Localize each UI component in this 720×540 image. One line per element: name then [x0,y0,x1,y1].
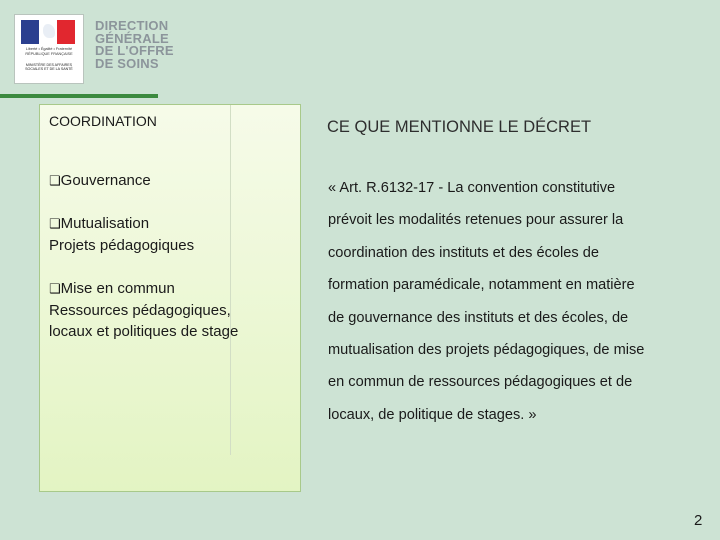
item-detail: Projets pédagogiques [49,237,195,254]
list-item-mutualisation [49,213,194,256]
decree-line: coordination des instituts et des écoles de [328,244,599,261]
coordination-title: COORDINATION [49,113,157,129]
logo-motto: Liberté • Égalité • Fraternité RÉPUBLIQUE FRANÇAISE [25,47,73,56]
marianne-icon [43,24,55,38]
org-line-1: DIRECTION [95,18,169,33]
item-label: Gouvernance [60,172,151,189]
page-number: 2 [694,512,703,529]
org-line-4: DE SOINS [95,55,159,71]
decree-line: en commun de ressources pédagogiques et de [328,374,633,391]
header-divider [0,94,158,98]
republique-francaise-logo [14,14,84,84]
decree-line: prévoit les modalités retenues pour assurer la [328,212,624,229]
decree-line: « Art. R.6132-17 - La convention constitutive [328,180,616,196]
item-detail: Ressources pédagogiques, locaux et politiques de stage [49,302,239,340]
list-item-gouvernance [49,170,151,192]
checkbox-bullet-icon: ❑ [49,217,61,232]
list-item-mise-en-commun [49,278,264,342]
decree-text [328,172,708,431]
item-label: Mise en commun [60,280,175,297]
checkbox-bullet-icon: ❑ [49,174,61,189]
org-line-3: DE L'OFFRE [95,43,174,58]
item-label: Mutualisation [60,215,150,232]
decree-title: CE QUE MENTIONNE LE DÉCRET [327,118,592,136]
logo-ministry: MINISTÈRE DES AFFAIRES SOCIALES ET DE LA SANTÉ [25,63,73,72]
checkbox-bullet-icon: ❑ [49,282,61,297]
decree-line: locaux, de politique de stages. » [328,406,537,423]
decree-line: formation paramédicale, notamment en matière [328,277,635,294]
organization-name [95,20,174,70]
org-line-2: GÉNÉRALE [95,30,169,46]
decree-line: mutualisation des projets pédagogiques, de mise [328,341,645,358]
decree-line: de gouvernance des instituts et des écoles, de [328,309,629,326]
